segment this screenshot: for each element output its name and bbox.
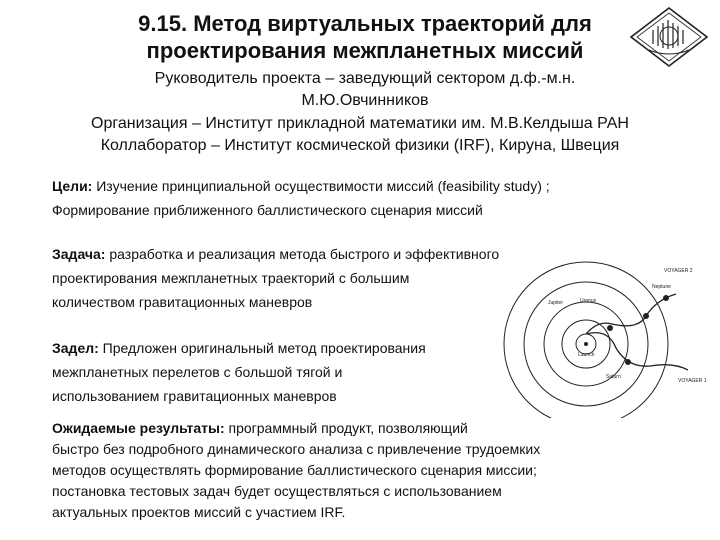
- project-leader-title: Руководитель проекта – заведующий сектором д.ф.-м.н.: [154, 70, 576, 87]
- groundwork-label: Задел:: [52, 340, 99, 356]
- task-text-2: проектирования межпланетных траекторий с большим: [52, 270, 410, 286]
- title-line-1: 9.15. Метод виртуальных траекторий для: [138, 11, 592, 36]
- results-text-2: быстро без подробного динамического анализа с привлечение трудоемких: [52, 441, 541, 457]
- voyager-2-label: VOYAGER 2: [664, 268, 693, 274]
- goals-label: Цели:: [52, 178, 93, 194]
- jupiter-marker: [607, 325, 613, 331]
- neptune-label: Neptune: [652, 284, 671, 290]
- results-text-3: методов осуществлять формирование баллистического сценария миссии;: [52, 462, 537, 478]
- groundwork-text-1: Предложен оригинальный метод проектирования: [98, 340, 426, 356]
- goals-text-2: Формирование приближенного баллистического сценария миссий: [52, 202, 483, 218]
- task-text-3: количеством гравитационных маневров: [52, 294, 313, 310]
- title-line-2: проектирования межпланетных миссий: [146, 38, 584, 63]
- neptune-orbit: [504, 262, 668, 418]
- launch-label: Launch: [578, 352, 595, 358]
- saturn-label: Saturn: [606, 374, 621, 380]
- page-title: [60, 10, 670, 64]
- groundwork-text-2: межпланетных перелетов с большой тягой и: [52, 364, 343, 380]
- saturn-marker: [625, 359, 631, 365]
- goals-text-1: Изучение принципиальной осуществимости миссий (feasibility study) ;: [92, 178, 550, 194]
- voyager-1-path: [586, 333, 688, 370]
- trajectory-diagram: [488, 258, 708, 418]
- institute-logo: [629, 6, 709, 68]
- jupiter-label: Jupiter: [548, 300, 564, 306]
- results-text-1: программный продукт, позволяющий: [224, 420, 468, 436]
- results-text-4: постановка тестовых задач будет осуществляться с использованием: [52, 483, 502, 499]
- results-section: [52, 418, 540, 523]
- collaborator-line: Коллаборатор – Институт космической физики (IRF), Кируна, Швеция: [100, 137, 620, 154]
- neptune-marker: [663, 295, 669, 301]
- task-section: [52, 242, 499, 314]
- results-text-5: актуальных проектов миссий с участием IRF.: [52, 504, 346, 520]
- task-text-1: разработка и реализация метода быстрого и эффективного: [105, 246, 500, 262]
- groundwork-text-3: использованием гравитационных маневров: [52, 388, 337, 404]
- voyager-1-label: VOYAGER 1: [678, 378, 707, 384]
- sun-marker: [584, 342, 588, 346]
- uranus-label: Uranus: [580, 298, 597, 304]
- organization-line: Организация – Институт прикладной математики им. М.В.Келдыша РАН: [91, 115, 629, 132]
- goals-section: [52, 174, 550, 222]
- task-label: Задача:: [52, 246, 106, 262]
- groundwork-section: [52, 336, 426, 408]
- project-leader-name: М.Ю.Овчинников: [301, 92, 429, 109]
- uranus-marker: [643, 313, 649, 319]
- results-label: Ожидаемые результаты:: [52, 420, 225, 436]
